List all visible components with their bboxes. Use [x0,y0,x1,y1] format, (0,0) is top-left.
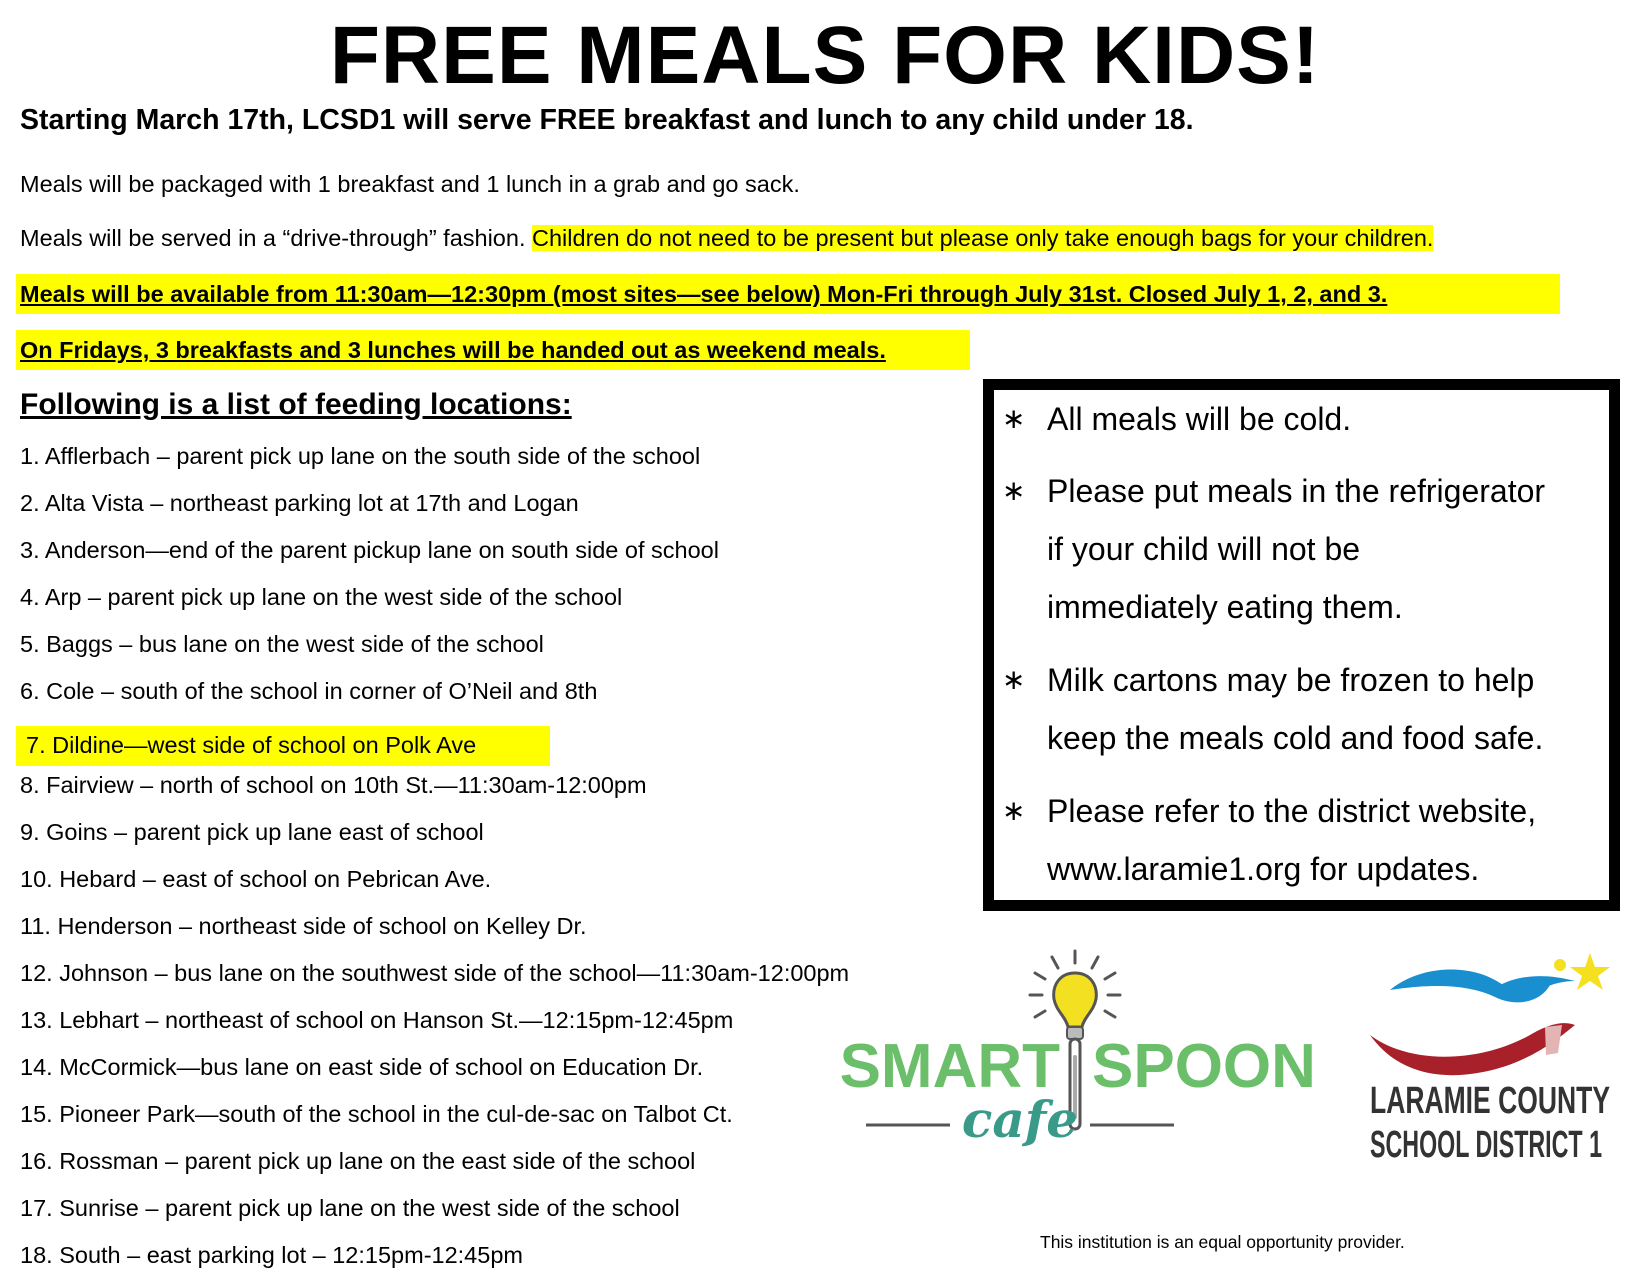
equal-opportunity-statement: This institution is an equal opportunity provider. [1040,1232,1405,1252]
subtitle: Starting March 17th, LCSD1 will serve FREE breakfast and lunch to any child under 18. [20,104,1194,136]
note-text: immediately eating them. [1047,589,1403,625]
asterisk-icon: ∗ [1002,475,1026,506]
drive-through-info [20,222,1433,254]
children-present-note: Children do not need to be present but please only take enough bags for your children. [532,225,1434,251]
smart-spoon-cafe-logo [830,945,1320,1165]
asterisk-icon: ∗ [1002,795,1026,826]
note-text: All meals will be cold. [1047,401,1352,437]
asterisk-icon: ∗ [1002,664,1026,695]
note-text: Please refer to the district website, [1047,793,1537,829]
asterisk-icon: ∗ [1002,403,1026,434]
page-title: FREE MEALS FOR KIDS! [329,10,1321,101]
location-item: 14. McCormick—bus lane on east side of school on Education Dr. [20,1054,704,1080]
location-item: 13. Lebhart – northeast of school on Hanson St.—12:15pm-12:45pm [20,1007,734,1033]
location-item: 18. South – east parking lot – 12:15pm-12:45pm [20,1242,523,1268]
location-item: 17. Sunrise – parent pick up lane on the west side of the school [20,1195,680,1221]
location-item: 12. Johnson – bus lane on the southwest side of the school—11:30am-12:00pm [20,960,850,986]
location-item: 4. Arp – parent pick up lane on the west side of the school [20,584,623,610]
location-item: 3. Anderson—end of the parent pickup lane on south side of school [20,537,719,563]
location-item: 16. Rossman – parent pick up lane on the east side of the school [20,1148,696,1174]
logo-word-smart: SMART [839,1032,1060,1101]
location-item: 6. Cole – south of the school in corner of O’Neil and 8th [20,678,598,704]
location-item: 10. Hebard – east of school on Pebrican Ave. [20,866,492,892]
note-text: keep the meals cold and food safe. [1047,720,1544,756]
logo-word-spoon: SPOON [1092,1032,1316,1101]
note-text: www.laramie1.org for updates. [1047,851,1480,887]
hours-info: Meals will be available from 11:30am—12:30pm (most sites—see below) Mon-Fri through July 31st. Closed July 1, 2, and 3. [20,281,1388,307]
location-item: 11. Henderson – northeast side of school on Kelley Dr. [20,913,587,939]
logo-word-cafe: cafe [961,1090,1079,1149]
notes-box [983,379,1620,911]
locations-heading: Following is a list of feeding locations: [20,388,572,421]
location-item: 1. Afflerbach – parent pick up lane on the south side of the school [20,443,701,469]
district-name-line2: SCHOOL DISTRICT 1 [1370,1124,1602,1165]
location-item: 7. Dildine—west side of school on Polk Ave [26,732,477,758]
laramie-county-school-district-logo [1350,945,1630,1165]
location-item: 5. Baggs – bus lane on the west side of the school [20,631,544,657]
location-item: 9. Goins – parent pick up lane east of school [20,819,484,845]
note-text: if your child will not be [1047,531,1361,567]
drive-through-text: Meals will be served in a “drive-through” fashion. [20,225,533,251]
location-item: 8. Fairview – north of school on 10th St.—11:30am-12:00pm [20,772,647,798]
friday-info: On Fridays, 3 breakfasts and 3 lunches will be handed out as weekend meals. [20,337,886,363]
note-text: Milk cartons may be frozen to help [1047,662,1535,698]
district-name-line1: LARAMIE COUNTY [1370,1080,1610,1122]
swoosh-emblem-icon [1370,953,1610,1075]
location-item: 15. Pioneer Park—south of the school in the cul-de-sac on Talbot Ct. [20,1101,733,1127]
note-text: Please put meals in the refrigerator [1047,473,1546,509]
location-item: 2. Alta Vista – northeast parking lot at 17th and Logan [20,490,579,516]
packaging-info: Meals will be packaged with 1 breakfast and 1 lunch in a grab and go sack. [20,171,800,197]
